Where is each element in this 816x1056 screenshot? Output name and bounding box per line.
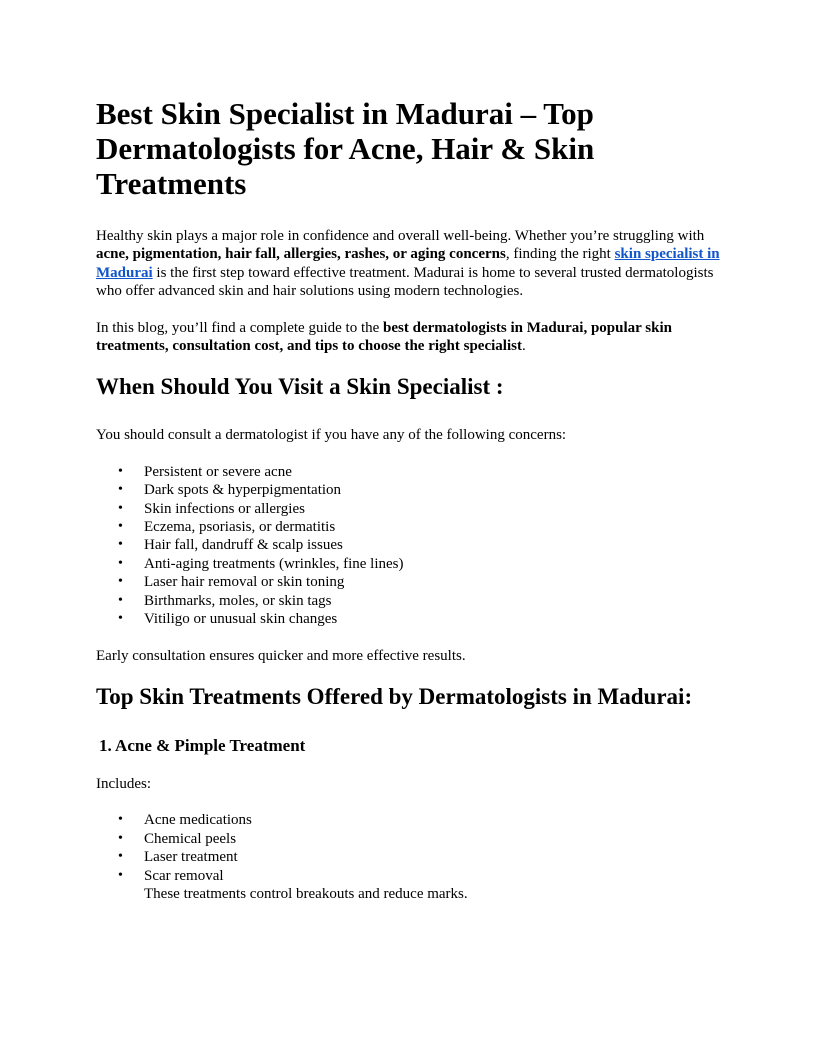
concerns-list [96,463,726,629]
list-item [96,610,726,628]
bullet-icon: • [118,574,123,590]
blog-intro-paragraph [96,319,726,356]
intro-text-2: , finding the right [505,246,615,263]
bullet-icon: • [118,812,123,828]
bullet-icon: • [118,537,123,553]
list-item-text: Vitiligo or unusual skin changes [144,611,338,628]
blog-intro-text-2: . [521,338,526,355]
bullet-icon: • [118,500,123,516]
list-item [96,555,726,573]
bullet-icon: • [118,867,123,883]
intro-bold-concerns: acne, pigmentation, hair fall, allergies, rashes, or aging concerns [96,246,506,263]
section-lead: You should consult a dermatologist if you have any of the following concerns: [96,427,567,444]
list-item [96,481,726,499]
page-title: Best Skin Specialist in Madurai – Top Dermatologists for Acne, Hair & Skin Treatments [96,96,595,201]
bullet-icon: • [118,463,123,479]
list-item [96,848,726,866]
blog-intro-bold: best dermatologists in Madurai, popular skin treatments, consultation cost, and tips to choose the right specialist [96,319,672,355]
list-item-text: Laser treatment [144,849,238,866]
intro-paragraph [96,227,726,301]
bullet-icon: • [118,830,123,846]
list-item-text: Anti-aging treatments (wrinkles, fine lines) [144,555,404,572]
subsection-lead: Includes: [96,775,151,792]
section-closing: Early consultation ensures quicker and more effective results. [96,647,466,664]
bullet-icon: • [118,849,123,865]
list-item-text: Chemical peels [144,830,237,847]
list-item [96,592,726,610]
list-item [96,573,726,591]
section-heading-when-visit: When Should You Visit a Skin Specialist : [96,374,504,400]
blog-intro-text-1: In this blog, you’ll find a complete guide to the [96,319,384,336]
intro-text-1: Healthy skin plays a major role in confidence and overall well-being. Whether you’re struggling with [96,228,705,244]
bullet-icon: • [118,611,123,627]
bullet-icon: • [118,592,123,608]
list-item-text: Hair fall, dandruff & scalp issues [144,537,343,554]
list-item-text: Persistent or severe acne [144,463,292,480]
list-item [96,811,726,829]
subsection-heading-acne: 1. Acne & Pimple Treatment [99,735,306,755]
section-heading-treatments: Top Skin Treatments Offered by Dermatologists in Madurai: [96,683,693,709]
list-item-text: Dark spots & hyperpigmentation [144,482,342,499]
bullet-icon: • [118,555,123,571]
bullet-icon: • [118,519,123,535]
treatment-note: These treatments control breakouts and reduce marks. [144,885,468,902]
list-item-text: Acne medications [144,812,252,829]
list-item [96,518,726,536]
list-item-text: Birthmarks, moles, or skin tags [144,592,332,609]
list-item-text: Eczema, psoriasis, or dermatitis [144,519,336,536]
bullet-icon: • [118,482,123,498]
list-item [96,830,726,848]
list-item-text: Laser hair removal or skin toning [144,574,345,591]
list-item [96,536,726,554]
acne-treatments-list [96,811,726,903]
skin-specialist-link[interactable]: skin specialist in Madurai [96,246,720,281]
intro-text-3: is the first step toward effective treatment. Madurai is home to several trusted dermatologists who offer advanced skin and hair solutions using modern technologies. [96,264,714,300]
list-item-text: Skin infections or allergies [144,500,305,517]
list-item [96,500,726,518]
document-page [96,96,726,903]
list-item-text: Scar removal [144,867,224,884]
list-item [96,867,726,904]
list-item [96,463,726,481]
